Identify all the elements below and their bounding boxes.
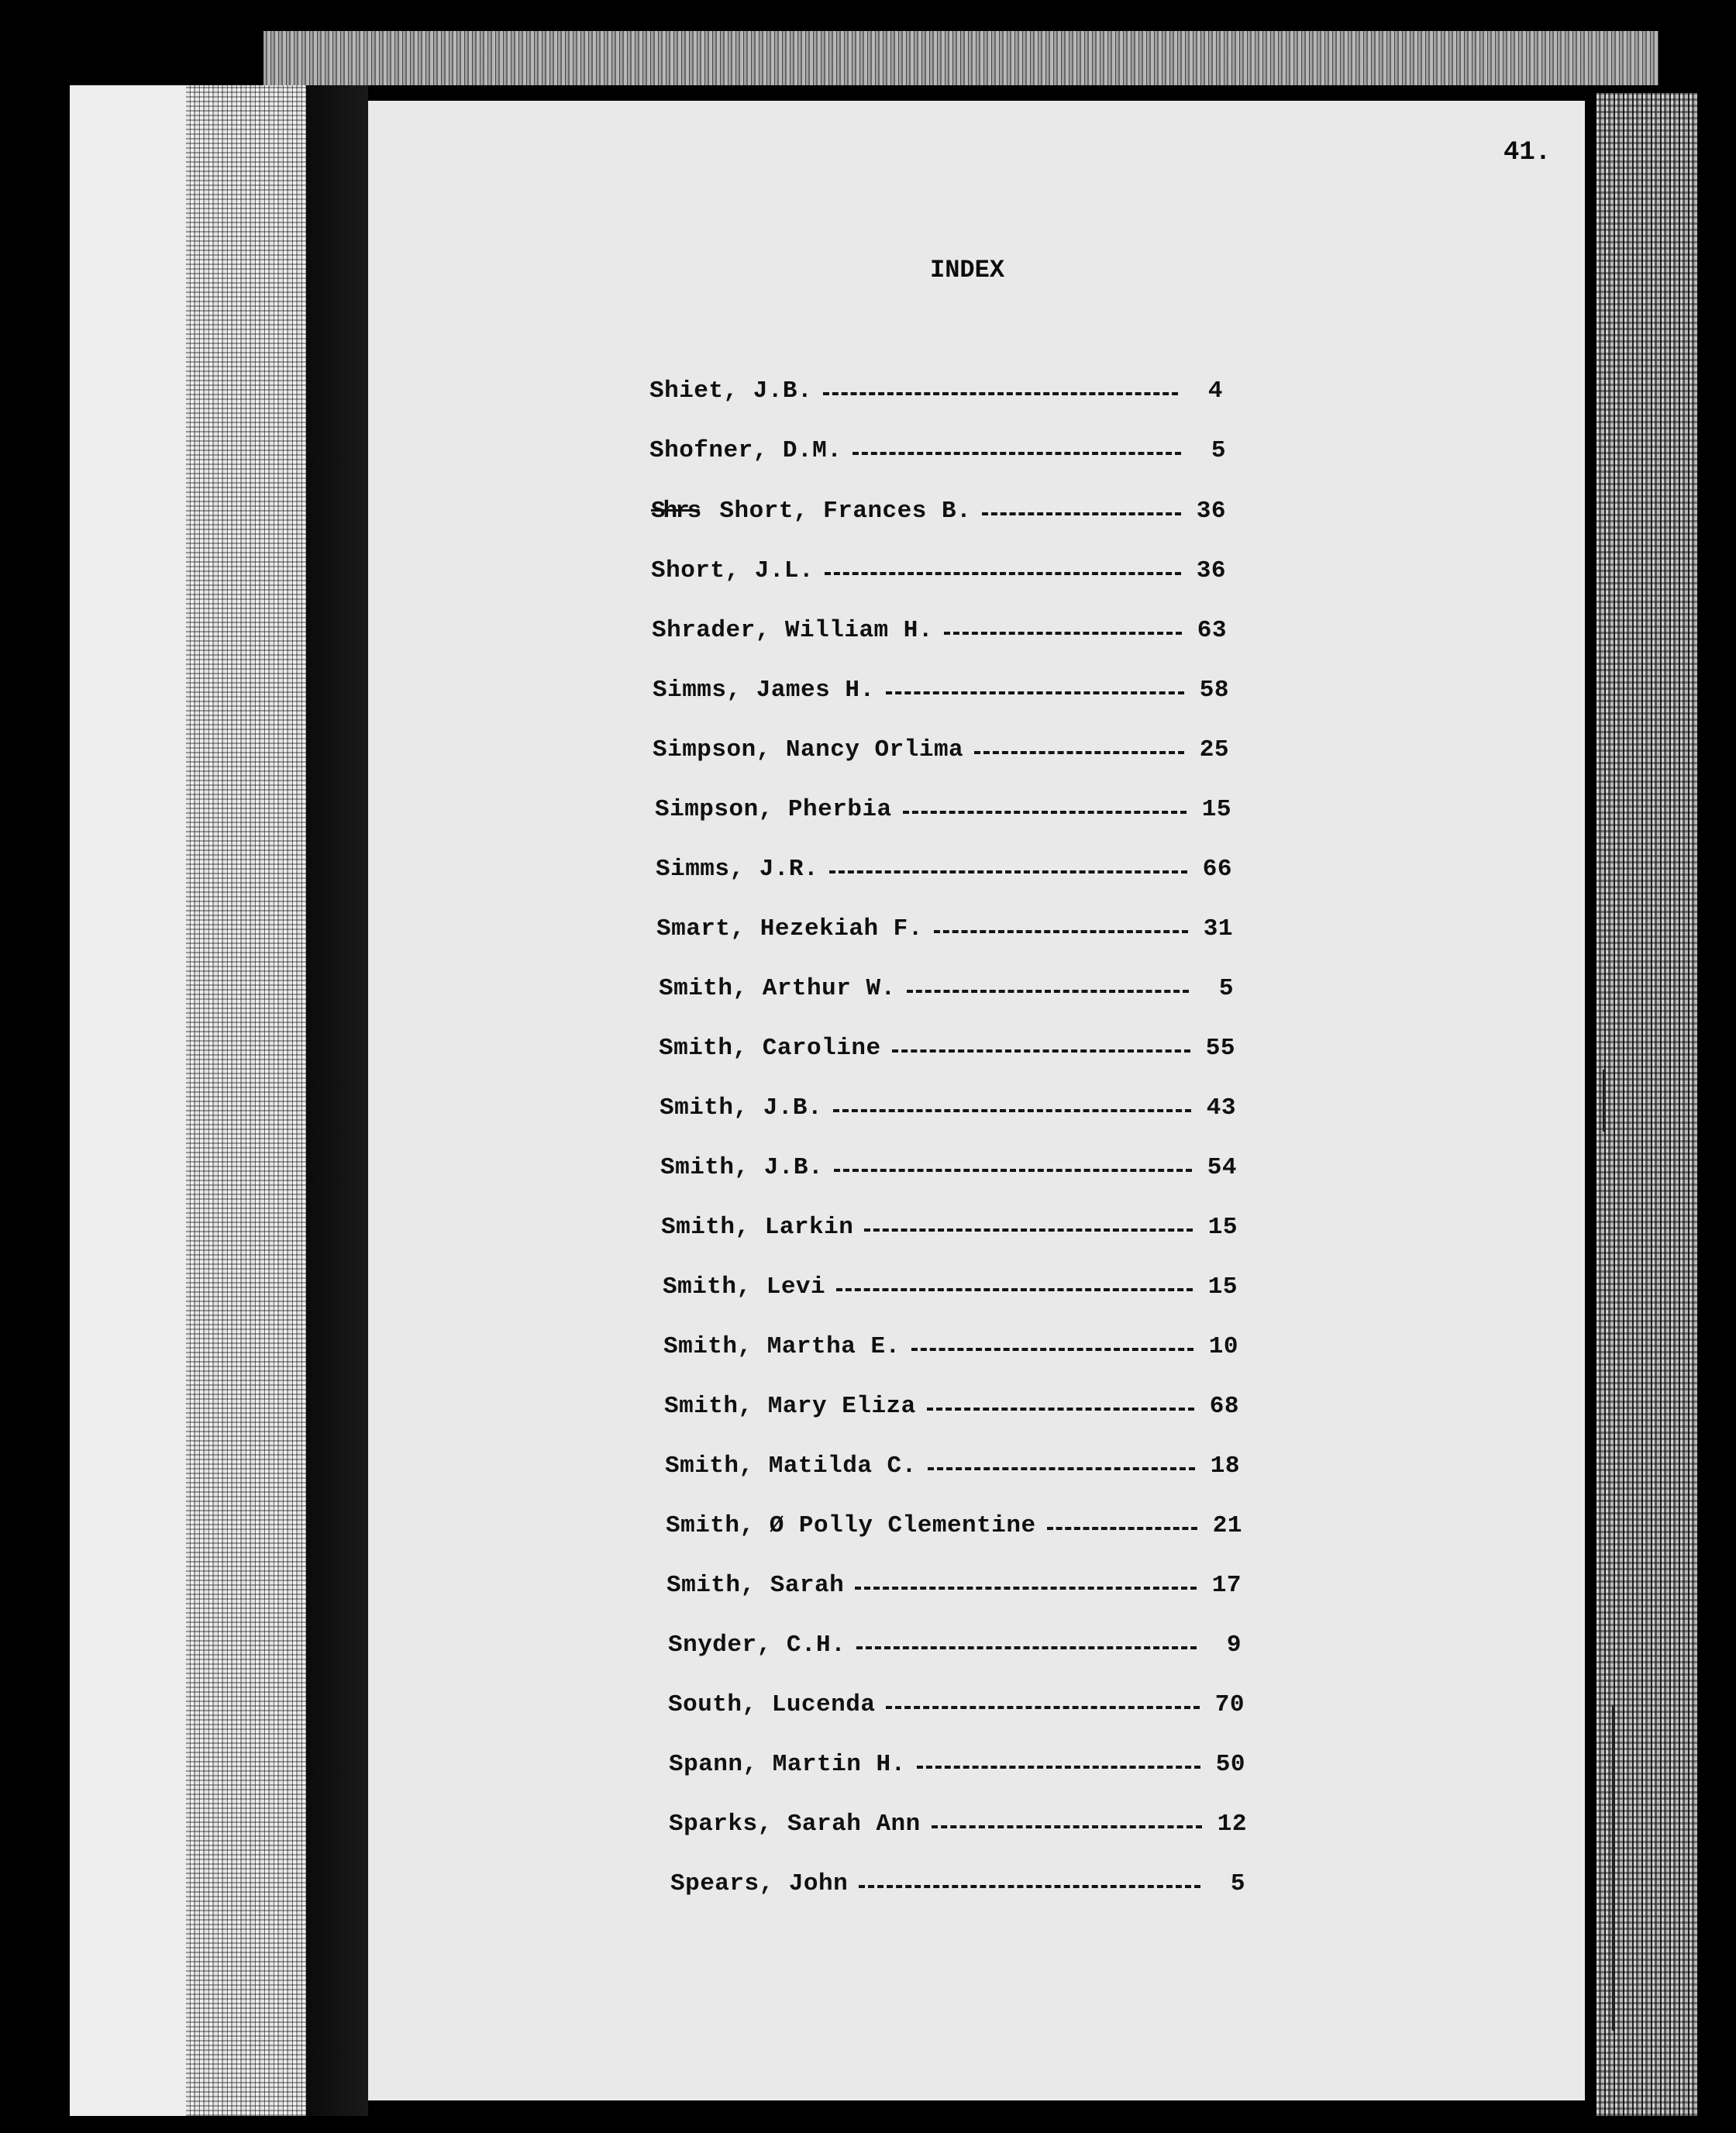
entry-page: 5 <box>1230 1869 1245 1897</box>
entry-name: Smith, Levi <box>663 1273 826 1301</box>
entry-name: Smith, Sarah <box>666 1571 845 1599</box>
entry-page: 15 <box>1207 1273 1238 1301</box>
entry-name: Smith, Matilda C. <box>665 1452 917 1480</box>
left-binding-shadow <box>306 85 368 2116</box>
entry-page: 36 <box>1196 557 1226 584</box>
entry-page: 58 <box>1199 676 1229 704</box>
entry-name: Smith, Mary Eliza <box>664 1392 916 1420</box>
entry-name: Short, J.L. <box>651 557 815 584</box>
entry-name: Smart, Hezekiah F. <box>656 915 923 942</box>
paper-sheet <box>368 101 1585 2100</box>
entry-name: Simpson, Pherbia <box>655 795 892 823</box>
entry-name: Simms, James H. <box>653 676 875 704</box>
entry-page: 12 <box>1217 1810 1247 1838</box>
entry-name: Spann, Martin H. <box>669 1750 906 1778</box>
entry-page: 70 <box>1214 1690 1245 1718</box>
entry-page: 36 <box>1196 497 1226 525</box>
right-margin-mark <box>1603 1070 1605 1132</box>
entry-page: 9 <box>1226 1631 1242 1659</box>
left-backing-sheet-highlight <box>70 85 186 2116</box>
struck-prefix: Shrs <box>651 497 700 525</box>
entry-page: 55 <box>1205 1034 1235 1062</box>
entry-name: Smith, Arthur W. <box>659 974 896 1002</box>
entry-name: Shofner, D.M. <box>649 436 842 464</box>
entry-name: Smith, J.B. <box>660 1153 824 1181</box>
entry-page: 66 <box>1202 855 1232 883</box>
entry-page: 5 <box>1211 436 1226 464</box>
entry-name: Sparks, Sarah Ann <box>669 1810 921 1838</box>
index-title: INDEX <box>930 256 1005 284</box>
entry-page: 4 <box>1207 377 1223 405</box>
entry-name: Smith, Ø Polly Clementine <box>666 1511 1036 1539</box>
top-edge-noise <box>264 31 1658 85</box>
entry-page: 21 <box>1212 1511 1242 1539</box>
entry-page: 10 <box>1208 1332 1238 1360</box>
entry-name: Smith, Martha E. <box>663 1332 901 1360</box>
entry-name: Smith, Caroline <box>659 1034 881 1062</box>
entry-name: South, Lucenda <box>668 1690 876 1718</box>
entry-page: 5 <box>1218 974 1234 1002</box>
entry-page: 17 <box>1211 1571 1242 1599</box>
entry-page: 25 <box>1199 736 1229 763</box>
page-number: 41. <box>1504 138 1552 167</box>
entry-name: Smith, Larkin <box>661 1213 854 1241</box>
entry-name: Shiet, J.B. <box>649 377 813 405</box>
entry-page: 31 <box>1203 915 1233 942</box>
right-margin-mark <box>1612 1705 1614 2031</box>
entry-page: 43 <box>1206 1094 1236 1122</box>
entry-name-text: Short, Frances B. <box>719 497 972 525</box>
entry-page: 18 <box>1210 1452 1240 1480</box>
entry-name: Shrader, William H. <box>652 616 933 644</box>
entry-name: Smith, J.B. <box>660 1094 823 1122</box>
entry-page: 68 <box>1209 1392 1239 1420</box>
entry-name: Simpson, Nancy Orlima <box>653 736 964 763</box>
entry-name: Snyder, C.H. <box>668 1631 846 1659</box>
entry-page: 54 <box>1207 1153 1237 1181</box>
entry-page: 15 <box>1201 795 1231 823</box>
entry-page: 15 <box>1207 1213 1238 1241</box>
entry-name: Simms, J.R. <box>656 855 819 883</box>
entry-page: 50 <box>1215 1750 1245 1778</box>
entry-name: Spears, John <box>670 1869 849 1897</box>
entry-page: 63 <box>1197 616 1227 644</box>
